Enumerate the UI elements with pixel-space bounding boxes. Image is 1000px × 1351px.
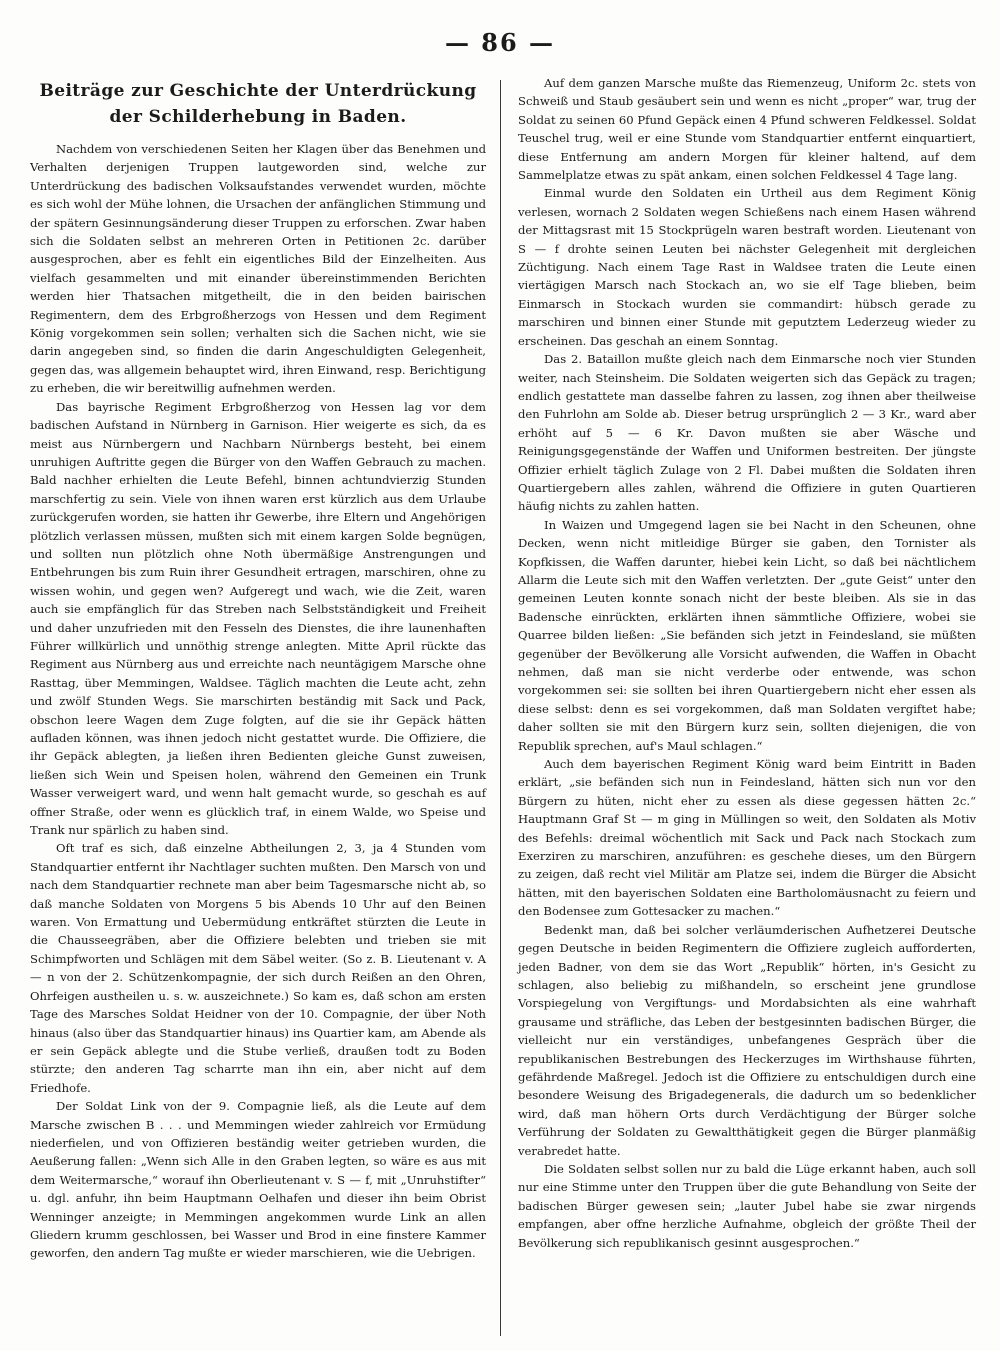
paragraph: Das 2. Bataillon mußte gleich nach dem Einmarsche noch vier Stunden weiter, nach Steinsheim. Die Soldaten weigerten sich das Gepäck zu tragen; endlich gestattete man dasselbe fahren zu lassen, zog ihnen aber theilweise den Fuhrlohn am Solde ab. Dieser betrug ursprünglich 2 — 3 Kr., ward aber erhöht auf 5 — 6 Kr. Davon mußten sie aber Wäsche und Reinigungsgegenstände der Waffen und Uniformen bestreiten. Der jüngste Offizier erhielt täglich Zulage von 2 Fl. Dabei mußten die Soldaten ihren Quartiergebern alles zahlen, während die Offiziere in guten Quartieren häufig nichts zu zahlen hatten. bbox=[518, 352, 976, 514]
paragraph: Bedenkt man, daß bei solcher verläumderischen Aufhetzerei Deutsche gegen Deutsche in beiden Regimentern die Offiziere zugleich aufforderten, jeden Badner, von dem sie das Wort „Republik“ hörten, in's Gesicht zu schlagen, also beliebig zu mißhandeln, so erscheint jene grundlose Vorspiegelung von Vergiftungs- und Mordabsichten als eine wahrhaft grausame und sträfliche, das Leben der bestgesinnten badischen Bürger, die vielleicht nur ein verständiges, unbefangenes Gespräch über die republikanischen Bestrebungen des Heckerzuges im Wirthshause führten, gefährdende Maßregel. Jedoch ist die Offiziere zu entschuldigen durch eine besondere Weisung des Brigadegenerals, die dadurch um so bedenklicher wird, daß man höhern Orts durch Verdächtigung der Bürger solche Verführung der Soldaten zu Gewaltthätigkeit gegen die Bürger planmäßig verabredet hatte. bbox=[518, 922, 976, 1158]
paragraph: Auf dem ganzen Marsche mußte das Riemenzeug, Uniform 2c. stets von Schweiß und Staub gesäubert sein und wenn es nicht „proper“ war, trug der Soldat zu seinen 60 Pfund Gepäck einen 4 Pfund schweren Feldkessel. Soldat Teuschel trug, weil er eine Stunde vom Standquartier entfernt einquartiert, diese Entfernung am andern Morgen für kleiner haltend, auf dem Sammelplatze etwas zu spät ankam, einen solchen Feldkessel 4 Tage lang. bbox=[518, 76, 976, 183]
paragraph: Einmal wurde den Soldaten ein Urtheil aus dem Regiment König verlesen, wornach 2 Soldaten wegen Schießens nach einem Hasen während der Mittagsrast mit 15 Stockprügeln waren bestraft worden. Lieutenant von S — f drohte seinen Leuten bei nächster Gelegenheit mit dergleichen Züchtigung. Nach einem Tage Rast in Waldsee traten die Leute einen viertägigen Marsch nach Stockach an, wo sie elf Tage blieben, beim Einmarsch in Stockach wurden sie commandirt: hübsch gerade zu marschiren und binnen einer Stunde mit geputztem Lederzeug wieder zu erscheinen. Das geschah an einem Sonntag. bbox=[518, 186, 976, 348]
paragraph: Oft traf es sich, daß einzelne Abtheilungen 2, 3, ja 4 Stunden vom Standquartier entfernt ihr Nachtlager suchten mußten. Den Marsch von und nach dem Standquartier rechnete man aber beim Tagesmarsche nicht ab, so daß manche Soldaten von Morgens 5 bis Abends 10 Uhr auf den Beinen waren. Von Ermattung und Uebermüdung entkräftet stürzten die Leute in die Chausseegräben, aber die Offiziere belebten und trieben sie mit Schimpfworten und Schlägen mit dem Säbel weiter. (So z. B. Lieutenant v. A — n von der 2. Schützenkompagnie, der sich durch Reißen an den Ohren, Ohrfeigen austheilen u. s. w. auszeichnete.) So kam es, daß schon am ersten Tage des Marsches Soldat Heidner von der 10. Compagnie, der über Noth hinaus (also über das Standquartier hinaus) ins Quartier kam, am Abende als er sein Gepäck ablegte und die Stube verließ, draußen todt zu Boden stürzte; den anderen Tag scharrte man ihn ein, aber nicht auf dem Friedhofe. bbox=[30, 841, 486, 1095]
paragraph: Nachdem von verschiedenen Seiten her Klagen über das Benehmen und Verhalten derjenigen Truppen lautgeworden sind, welche zur Unterdrückung des badischen Volksaufstandes verwendet wurden, möchte es sich wohl der Mühe lohnen, die Ursachen der anfänglichen Stimmung und der spätern Gesinnungsänderung dieser Truppen zu erforschen. Zwar haben sich die Soldaten selbst an mehreren Orten in Petitionen 2c. darüber ausgesprochen, aber es fehlt ein eigentliches Bild der Einzelheiten. Aus vielfach gesammelten und mit einander übereinstimmenden Berichten werden hier Thatsachen mitgetheilt, die in den beiden bairischen Regimentern, dem des Erbgroßherzogs von Hessen und dem Regiment König vorgekommen sein sollen; verhalten sich die Sachen nicht, wie sie darin angegeben sind, so finden die darin Angeschuldigten Gelegenheit, gegen das, was allgemein behauptet wird, ihren Einwand, resp. Berichtigung zu erheben, die wir bereitwillig aufnehmen werden. bbox=[30, 142, 486, 396]
page-number: — 86 — bbox=[444, 28, 556, 57]
column-divider bbox=[500, 80, 501, 1336]
paragraph: In Waizen und Umgegend lagen sie bei Nacht in den Scheunen, ohne Decken, wenn nicht mitleidige Bürger sie gaben, den Tornister als Kopfkissen, die Waffen darunter, hiebei kein Licht, so daß bei nächtlichem Allarm die Leute sich mit den Waffen verletzten. Der „gute Geist“ unter den gemeinen Leuten konnte sonach nicht der beste bleiben. Als sie in das Badensche einrückten, erklärten ihnen sämmtliche Offiziere, wobei sie Quarree bilden ließen: „Sie befänden sich jetzt in Feindesland, sie müßten gegenüber der Bevölkerung alle Vorsicht aufwenden, die Waffen in Obacht nehmen, daß man sie nicht verderbe oder entwende, was schon vorgekommen sei: sie sollten bei ihren Quartiergebern nicht eher essen als diese selbst: denn es sei vorgekommen, daß man Soldaten vergiftet habe; daher sollten sie mit den Bürgern kurz sein, sollten diejenigen, die von Republik sprechen, auf's Maul schlagen.“ bbox=[518, 517, 976, 753]
paragraph: Das bayrische Regiment Erbgroßherzog von Hessen lag vor dem badischen Aufstand in Nürnberg in Garnison. Hier weigerte es sich, da es meist aus Nürnbergern und Nachbarn Nürnbergs besteht, bei einem unruhigen Auftritte gegen die Bürger von den Waffen Gebrauch zu machen. Bald nachher erhielten die Leute Befehl, binnen achtundvierzig Stunden marschfertig zu sein. Viele von ihnen waren erst kürzlich aus dem Urlaube zurückgerufen worden, sie hatten ihr Gewerbe, ihre Eltern und Angehörigen plötzlich verlassen müssen, mußten sich mit einem kargen Solde begnügen, und sollten nun plötzlich ohne Noth übermäßige Anstrengungen und Entbehrungen bis zum Ruin ihrer Gesundheit ertragen, marschiren, ohne zu wissen wohin, und gegen wen? Aufgeregt und wach, wie die Zeit, waren auch sie empfänglich für das Streben nach Selbstständigkeit und Freiheit und daher unzufrieden mit den Fesseln des Dienstes, die ihre launenhaften Führer willkürlich und unnöthig strenge anlegten. Mitte April rückte das Regiment aus Nürnberg aus und erreichte nach neuntägigem Marsche ohne Rasttag, über Memmingen, Waldsee. Täglich machten die Leute acht, zehn und zwölf Stunden Wegs. Sie marschirten beständig mit Sack und Pack, obschon leere Wagen dem Zuge folgten, auf die sie ihr Gepäck hätten aufladen können, was ihnen jedoch nicht gestattet wurde. Die Offiziere, die ihr Gepäck ablegten, ja ließen ihren Bedienten gleiche Gunst zuweisen, ließen sich Wein und Speisen holen, während den Gemeinen ein Trunk Wasser verweigert ward, und wenn halt gemacht wurde, so geschah es auf offner Straße, oder wenn es glücklich traf, in einem Walde, wo Speise und Trank nur spärlich zu haben sind. bbox=[30, 399, 486, 838]
article-title: Beiträge zur Geschichte der Unterdrückung der Schilderhebung in Baden. bbox=[39, 81, 477, 127]
paragraph: Auch dem bayerischen Regiment König ward beim Eintritt in Baden erklärt, „sie befänden sich nun in Feindesland, hätten sich nun vor den Bürgern zu hüten, nicht eher zu essen als diese gegessen hätten 2c.“ Hauptmann Graf St — m ging in Müllingen so weit, den Soldaten als Motiv des Befehls: dreimal wöchentlich mit Sack und Pack nach Stockach zum Exerziren zu marschiren, anzuführen: es geschehe dieses, um den Bürgern zu zeigen, daß recht viel Militär am Platze sei, indem die Bürger die Absicht hätten, mit den bayerischen Soldaten eine Bartholomäusnacht zu feiern und den Bodensee zum Gottesacker zu machen.“ bbox=[518, 757, 976, 919]
paragraph: Der Soldat Link von der 9. Compagnie ließ, als die Leute auf dem Marsche zwischen B . . . und Memmingen wieder zahlreich vor Ermüdung niederfielen, und von Offizieren beständig weiter getrieben wurden, die Aeußerung fallen: „Wenn sich Alle in den Graben legten, so wäre es aus mit dem Weitermarsche,“ worauf ihn Oberlieutenant v. S — f, mit „Unruhstifter“ u. dgl. anfuhr, ihn beim Hauptmann Oelhafen und dieser ihn beim Obrist Wenninger anzeigte; in Memmingen angekommen wurde Link an allen Gliedern krumm geschlossen, bei Wasser und Brod in eine finstere Kammer geworfen, den andern Tag mußte er wieder marschieren, wie die Uebrigen. bbox=[30, 1099, 486, 1261]
right-column bbox=[518, 74, 976, 1252]
paragraph: Die Soldaten selbst sollen nur zu bald die Lüge erkannt haben, auch soll nur eine Stimme unter den Truppen über die gute Behandlung von Seite der badischen Bürger gewesen sein; „lauter Jubel habe sie zwar nirgends empfangen, aber offne herzliche Aufnahme, obgleich der größte Theil der Bevölkerung sich republikanisch gesinnt ausgesprochen.“ bbox=[518, 1161, 976, 1250]
left-column bbox=[30, 74, 486, 1263]
